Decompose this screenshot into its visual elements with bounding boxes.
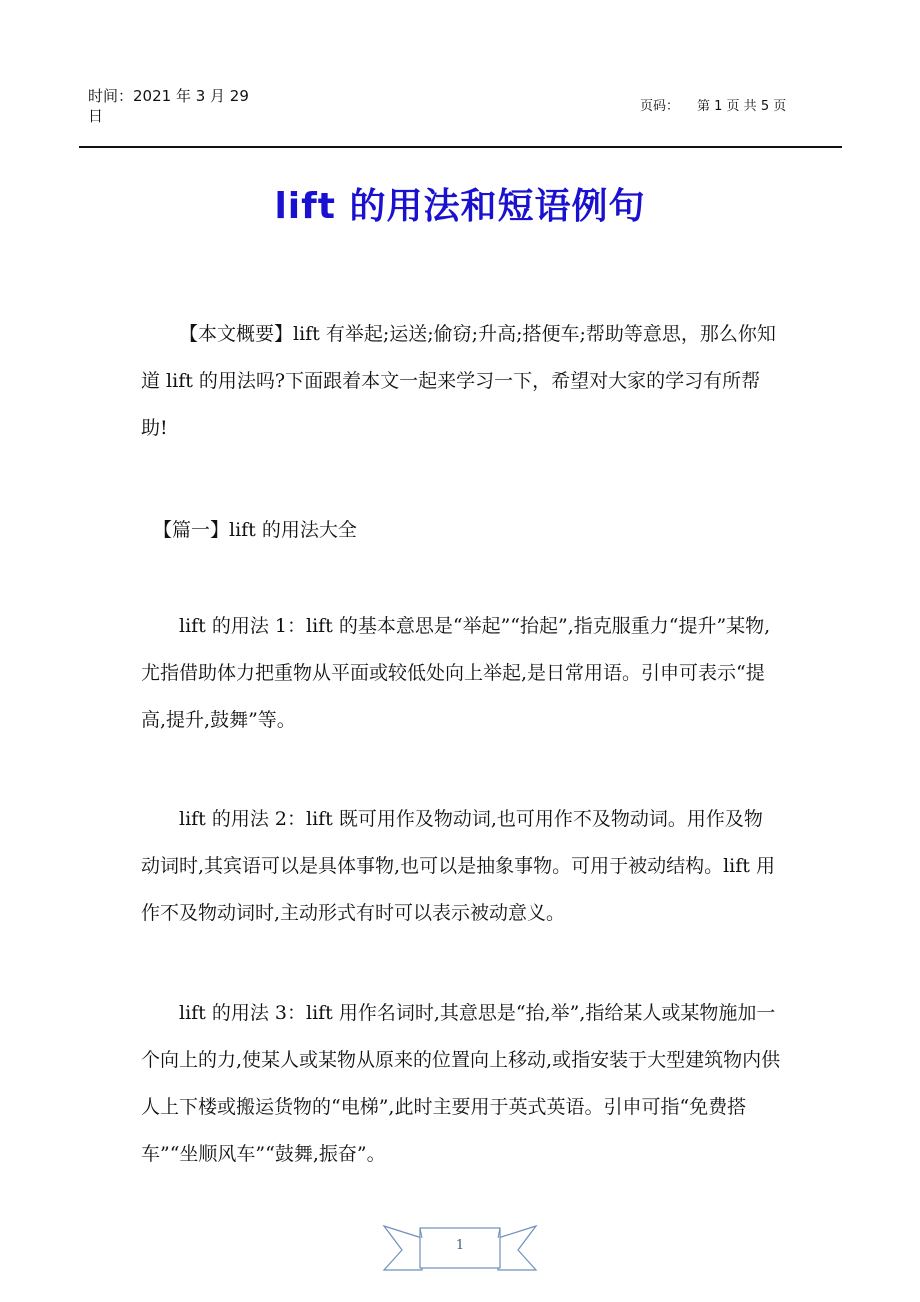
usage-paragraph-3-block: [141, 990, 781, 1178]
header-date: 时间：2021 年 3 月 29 日: [88, 87, 249, 125]
summary-paragraph: 【本文概要】lift 有举起;运送;偷窃;升高;搭便车;帮助等意思，那么你知道 lift 的用法吗?下面跟着本文一起来学习一下，希望对大家的学习有所帮助!: [141, 323, 776, 439]
header-divider: [79, 146, 842, 148]
page-count: 第 1 页 共 5 页: [697, 99, 787, 114]
usage-paragraph-2: lift 的用法 2：lift 既可用作及物动词,也可用作不及物动词。用作及物动词时,其宾语可以是具体事物,也可以是抽象事物。可用于被动结构。lift 用作不及物动词时,主动形式有时可以表示被动意义。: [141, 808, 775, 924]
document-title: lift 的用法和短语例句: [274, 186, 646, 227]
usage-paragraph-3: lift 的用法 3：lift 用作名词时,其意思是“抬,举”,指给某人或某物施加一个向上的力,使某人或某物从原来的位置向上移动,或指安装于大型建筑物内供人上下楼或搬运货物的“电梯”,此时主要用于英式英语。引申可指“免费搭车”“坐顺风车”“鼓舞,振奋”。: [141, 1002, 781, 1165]
header-page-info: [640, 97, 786, 117]
usage-paragraph-1: lift 的用法 1：lift 的基本意思是“举起”“抬起”,指克服重力“提升”某物,尤指借助体力把重物从平面或较低处向上举起,是日常用语。引申可表示“提高,提升,鼓舞”等。: [141, 615, 771, 731]
usage-paragraph-1-block: [141, 603, 781, 744]
page-label: 页码：: [640, 99, 680, 114]
summary-block: [141, 311, 781, 452]
section-heading: 【篇一】lift 的用法大全: [153, 519, 357, 541]
usage-paragraph-2-block: [141, 796, 781, 937]
page-number: 1: [455, 1238, 465, 1253]
